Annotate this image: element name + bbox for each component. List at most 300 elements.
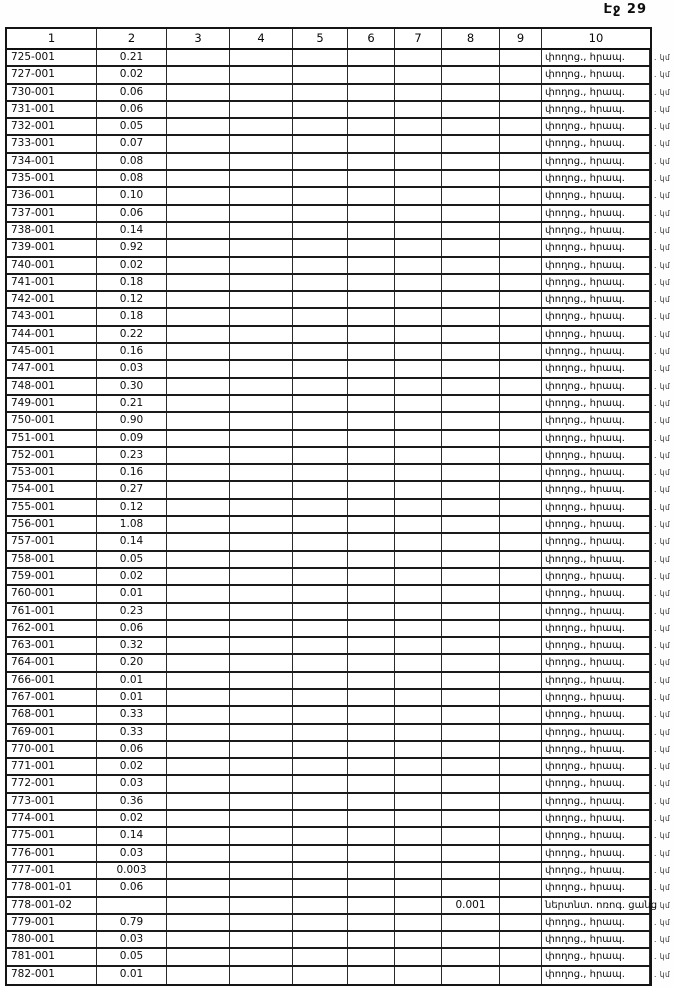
- table-row: [7, 534, 671, 551]
- note-cell: փողոց., հրապ.: [542, 465, 650, 480]
- margin-note: . կմ: [654, 710, 671, 720]
- empty-cell: [348, 85, 395, 100]
- value-cell: 0.32: [97, 638, 167, 653]
- empty-cell: [230, 396, 293, 411]
- value-cell: 0.14: [97, 534, 167, 549]
- empty-cell: [348, 119, 395, 134]
- empty-cell: [230, 794, 293, 809]
- margin-note: . կմ: [654, 485, 671, 495]
- table-row: [7, 846, 671, 863]
- value-cell: 0.21: [97, 50, 167, 65]
- empty-cell: [167, 67, 230, 82]
- col8-value-cell: [442, 949, 500, 964]
- empty-cell: [230, 361, 293, 376]
- note-cell: փողոց., հրապ.: [542, 67, 650, 82]
- empty-cell: [500, 465, 542, 480]
- empty-cell: [167, 240, 230, 255]
- empty-cell: [230, 707, 293, 722]
- empty-cell: [348, 188, 395, 203]
- row-id-cell: 738-001: [7, 223, 97, 238]
- value-cell: 0.18: [97, 275, 167, 290]
- value-cell: 0.06: [97, 621, 167, 636]
- value-cell: 0.02: [97, 811, 167, 826]
- empty-cell: [293, 828, 348, 843]
- value-cell: [97, 898, 167, 913]
- empty-cell: [293, 863, 348, 878]
- empty-cell: [167, 223, 230, 238]
- row-id-cell: 766-001: [7, 673, 97, 688]
- empty-cell: [230, 776, 293, 791]
- table-row: [7, 759, 671, 776]
- row-id-cell: 774-001: [7, 811, 97, 826]
- table-header-row: [7, 29, 650, 50]
- empty-cell: [500, 742, 542, 757]
- row-id-cell: 773-001: [7, 794, 97, 809]
- empty-cell: [293, 725, 348, 740]
- empty-cell: [500, 967, 542, 984]
- row-id-cell: 735-001: [7, 171, 97, 186]
- empty-cell: [167, 932, 230, 947]
- margin-note: . կմ: [654, 364, 671, 374]
- table-row: [7, 85, 671, 102]
- col8-value-cell: [442, 188, 500, 203]
- row-id-cell: 780-001: [7, 932, 97, 947]
- margin-note: . կմ: [654, 831, 671, 841]
- empty-cell: [293, 500, 348, 515]
- empty-cell: [395, 344, 442, 359]
- empty-cell: [500, 517, 542, 532]
- row-id-cell: 769-001: [7, 725, 97, 740]
- margin-note: . կմ: [654, 865, 671, 875]
- row-id-cell: 779-001: [7, 915, 97, 930]
- value-cell: 0.90: [97, 413, 167, 428]
- col8-value-cell: [442, 586, 500, 601]
- table-row: [7, 880, 671, 897]
- row-id-cell: 768-001: [7, 707, 97, 722]
- value-cell: 0.06: [97, 102, 167, 117]
- empty-cell: [395, 932, 442, 947]
- col8-value-cell: [442, 846, 500, 861]
- col8-value-cell: [442, 828, 500, 843]
- empty-cell: [348, 292, 395, 307]
- empty-cell: [500, 206, 542, 221]
- empty-cell: [167, 655, 230, 670]
- empty-cell: [230, 240, 293, 255]
- margin-note: . կմ: [654, 796, 671, 806]
- table-row: [7, 776, 671, 793]
- empty-cell: [395, 655, 442, 670]
- empty-cell: [167, 569, 230, 584]
- empty-cell: [293, 759, 348, 774]
- empty-cell: [293, 794, 348, 809]
- empty-cell: [293, 67, 348, 82]
- margin-note: . կմ: [654, 502, 671, 512]
- table-row: [7, 327, 671, 344]
- empty-cell: [293, 655, 348, 670]
- empty-cell: [348, 604, 395, 619]
- margin-note: . կմ: [654, 87, 671, 97]
- empty-cell: [293, 206, 348, 221]
- empty-cell: [348, 50, 395, 65]
- empty-cell: [500, 638, 542, 653]
- col8-value-cell: [442, 102, 500, 117]
- empty-cell: [500, 413, 542, 428]
- table-row: [7, 136, 671, 153]
- empty-cell: [348, 828, 395, 843]
- row-id-cell: 740-001: [7, 258, 97, 273]
- empty-cell: [167, 465, 230, 480]
- col8-value-cell: [442, 413, 500, 428]
- col8-value-cell: [442, 223, 500, 238]
- note-cell: փողոց., հրապ.: [542, 517, 650, 532]
- empty-cell: [348, 482, 395, 497]
- value-cell: 1.08: [97, 517, 167, 532]
- empty-cell: [167, 119, 230, 134]
- empty-cell: [348, 517, 395, 532]
- empty-cell: [230, 655, 293, 670]
- note-cell: փողոց., հրապ.: [542, 742, 650, 757]
- empty-cell: [230, 932, 293, 947]
- empty-cell: [293, 275, 348, 290]
- value-cell: 0.03: [97, 361, 167, 376]
- column-header-3: 3: [167, 29, 230, 48]
- empty-cell: [230, 171, 293, 186]
- empty-cell: [500, 604, 542, 619]
- note-cell: փողոց., հրապ.: [542, 655, 650, 670]
- table-row: [7, 309, 671, 326]
- row-id-cell: 762-001: [7, 621, 97, 636]
- empty-cell: [230, 967, 293, 984]
- col8-value-cell: [442, 292, 500, 307]
- row-id-cell: 770-001: [7, 742, 97, 757]
- empty-cell: [230, 327, 293, 342]
- empty-cell: [500, 292, 542, 307]
- row-id-cell: 782-001: [7, 967, 97, 984]
- empty-cell: [167, 811, 230, 826]
- empty-cell: [230, 413, 293, 428]
- empty-cell: [293, 431, 348, 446]
- empty-cell: [500, 725, 542, 740]
- empty-cell: [500, 534, 542, 549]
- margin-note: . կմ: [654, 814, 671, 824]
- empty-cell: [500, 707, 542, 722]
- empty-cell: [395, 967, 442, 984]
- empty-cell: [348, 275, 395, 290]
- row-id-cell: 778-001-01: [7, 880, 97, 895]
- empty-cell: [500, 811, 542, 826]
- empty-cell: [230, 119, 293, 134]
- value-cell: 0.36: [97, 794, 167, 809]
- empty-cell: [293, 223, 348, 238]
- row-id-cell: 775-001: [7, 828, 97, 843]
- empty-cell: [230, 863, 293, 878]
- empty-cell: [230, 949, 293, 964]
- row-id-cell: 757-001: [7, 534, 97, 549]
- value-cell: 0.003: [97, 863, 167, 878]
- empty-cell: [167, 448, 230, 463]
- value-cell: 0.21: [97, 396, 167, 411]
- row-id-cell: 755-001: [7, 500, 97, 515]
- margin-note: . կմ: [654, 208, 671, 218]
- column-header-4: 4: [230, 29, 293, 48]
- empty-cell: [167, 361, 230, 376]
- col8-value-cell: [442, 932, 500, 947]
- empty-cell: [167, 102, 230, 117]
- empty-cell: [500, 569, 542, 584]
- empty-cell: [500, 396, 542, 411]
- empty-cell: [167, 413, 230, 428]
- empty-cell: [167, 379, 230, 394]
- empty-cell: [230, 517, 293, 532]
- table-row: [7, 154, 671, 171]
- value-cell: 0.12: [97, 500, 167, 515]
- empty-cell: [167, 742, 230, 757]
- empty-cell: [395, 707, 442, 722]
- margin-note: . կմ: [654, 53, 671, 62]
- empty-cell: [293, 327, 348, 342]
- empty-cell: [348, 361, 395, 376]
- empty-cell: [395, 258, 442, 273]
- empty-cell: [395, 586, 442, 601]
- note-cell: փողոց., հրապ.: [542, 171, 650, 186]
- row-id-cell: 747-001: [7, 361, 97, 376]
- col8-value-cell: [442, 500, 500, 515]
- col8-value-cell: [442, 621, 500, 636]
- col8-value-cell: [442, 136, 500, 151]
- col8-value-cell: [442, 431, 500, 446]
- empty-cell: [500, 586, 542, 601]
- table-row: [7, 448, 671, 465]
- table-row: [7, 396, 671, 413]
- margin-note: . կմ: [654, 347, 671, 357]
- note-cell: փողոց., հրապ.: [542, 206, 650, 221]
- col8-value-cell: [442, 327, 500, 342]
- empty-cell: [500, 309, 542, 324]
- note-cell: փողոց., հրապ.: [542, 586, 650, 601]
- empty-cell: [395, 431, 442, 446]
- empty-cell: [500, 915, 542, 930]
- empty-cell: [293, 880, 348, 895]
- empty-cell: [293, 258, 348, 273]
- note-cell: փողոց., հրապ.: [542, 85, 650, 100]
- empty-cell: [230, 673, 293, 688]
- margin-note: . կմ: [654, 191, 671, 201]
- margin-note: . կմ: [654, 104, 671, 114]
- empty-cell: [348, 431, 395, 446]
- margin-note: . կմ: [654, 727, 671, 737]
- value-cell: 0.33: [97, 707, 167, 722]
- empty-cell: [293, 154, 348, 169]
- row-id-cell: 732-001: [7, 119, 97, 134]
- empty-cell: [293, 517, 348, 532]
- empty-cell: [167, 136, 230, 151]
- empty-cell: [500, 448, 542, 463]
- empty-cell: [348, 102, 395, 117]
- empty-cell: [293, 102, 348, 117]
- margin-note: . կմ: [654, 295, 671, 305]
- table-row: [7, 500, 671, 517]
- empty-cell: [167, 880, 230, 895]
- margin-note: . կմ: [654, 969, 671, 979]
- empty-cell: [230, 690, 293, 705]
- margin-note: . կմ: [654, 381, 671, 391]
- empty-cell: [167, 552, 230, 567]
- column-header-1: 1: [7, 29, 97, 48]
- table-row: [7, 811, 671, 828]
- empty-cell: [167, 586, 230, 601]
- empty-cell: [167, 898, 230, 913]
- row-id-cell: 764-001: [7, 655, 97, 670]
- value-cell: 0.03: [97, 846, 167, 861]
- empty-cell: [167, 846, 230, 861]
- empty-cell: [230, 379, 293, 394]
- row-id-cell: 756-001: [7, 517, 97, 532]
- ledger-table: [5, 27, 671, 986]
- empty-cell: [230, 67, 293, 82]
- empty-cell: [348, 690, 395, 705]
- note-cell: փողոց., հրապ.: [542, 794, 650, 809]
- margin-note: . կմ: [654, 779, 671, 789]
- empty-cell: [230, 604, 293, 619]
- empty-cell: [395, 552, 442, 567]
- margin-note: . կմ: [654, 554, 671, 564]
- row-id-cell: 733-001: [7, 136, 97, 151]
- value-cell: 0.14: [97, 828, 167, 843]
- empty-cell: [293, 413, 348, 428]
- margin-note: . կմ: [654, 312, 671, 322]
- empty-cell: [500, 776, 542, 791]
- table-row: [7, 223, 671, 240]
- empty-cell: [500, 828, 542, 843]
- table-row: [7, 586, 671, 603]
- margin-note: . կմ: [654, 433, 671, 443]
- margin-note: . կմ: [654, 260, 671, 270]
- empty-cell: [500, 379, 542, 394]
- row-id-cell: 734-001: [7, 154, 97, 169]
- col8-value-cell: [442, 776, 500, 791]
- empty-cell: [167, 967, 230, 984]
- empty-cell: [500, 50, 542, 65]
- col8-value-cell: [442, 673, 500, 688]
- col8-value-cell: [442, 759, 500, 774]
- table-row: [7, 621, 671, 638]
- empty-cell: [293, 707, 348, 722]
- empty-cell: [167, 949, 230, 964]
- value-cell: 0.02: [97, 759, 167, 774]
- empty-cell: [348, 500, 395, 515]
- note-cell: փողոց., հրապ.: [542, 344, 650, 359]
- row-id-cell: 748-001: [7, 379, 97, 394]
- empty-cell: [167, 206, 230, 221]
- empty-cell: [395, 569, 442, 584]
- value-cell: 0.06: [97, 880, 167, 895]
- empty-cell: [167, 794, 230, 809]
- empty-cell: [293, 344, 348, 359]
- table-row: [7, 690, 671, 707]
- empty-cell: [395, 465, 442, 480]
- note-cell: փողոց., հրապ.: [542, 188, 650, 203]
- empty-cell: [230, 50, 293, 65]
- empty-cell: [500, 171, 542, 186]
- empty-cell: [230, 898, 293, 913]
- empty-cell: [293, 811, 348, 826]
- empty-cell: [167, 534, 230, 549]
- note-cell: փողոց., հրապ.: [542, 863, 650, 878]
- table-row: [7, 794, 671, 811]
- empty-cell: [293, 50, 348, 65]
- row-id-cell: 760-001: [7, 586, 97, 601]
- empty-cell: [167, 50, 230, 65]
- col8-value-cell: [442, 67, 500, 82]
- table-row: [7, 431, 671, 448]
- empty-cell: [230, 309, 293, 324]
- empty-cell: [348, 673, 395, 688]
- empty-cell: [348, 880, 395, 895]
- value-cell: 0.16: [97, 344, 167, 359]
- empty-cell: [395, 379, 442, 394]
- empty-cell: [230, 846, 293, 861]
- empty-cell: [348, 949, 395, 964]
- table-row: [7, 50, 671, 67]
- table-row: [7, 258, 671, 275]
- margin-note: . կմ: [654, 883, 671, 893]
- margin-note: . կմ: [654, 468, 671, 478]
- empty-cell: [230, 534, 293, 549]
- empty-cell: [395, 690, 442, 705]
- empty-cell: [395, 102, 442, 117]
- empty-cell: [348, 465, 395, 480]
- margin-note: . կմ: [654, 952, 671, 962]
- empty-cell: [500, 344, 542, 359]
- empty-cell: [230, 811, 293, 826]
- empty-cell: [348, 379, 395, 394]
- empty-cell: [348, 898, 395, 913]
- col8-value-cell: [442, 811, 500, 826]
- empty-cell: [395, 742, 442, 757]
- row-id-cell: 767-001: [7, 690, 97, 705]
- value-cell: 0.22: [97, 327, 167, 342]
- value-cell: 0.06: [97, 85, 167, 100]
- value-cell: 0.02: [97, 67, 167, 82]
- col8-value-cell: [442, 569, 500, 584]
- table-row: [7, 932, 671, 949]
- empty-cell: [500, 67, 542, 82]
- row-id-cell: 763-001: [7, 638, 97, 653]
- empty-cell: [395, 482, 442, 497]
- col8-value-cell: [442, 742, 500, 757]
- column-header-5: 5: [293, 29, 348, 48]
- empty-cell: [348, 707, 395, 722]
- empty-cell: [230, 448, 293, 463]
- empty-cell: [348, 67, 395, 82]
- note-cell: փողոց., հրապ.: [542, 604, 650, 619]
- value-cell: 0.14: [97, 223, 167, 238]
- col8-value-cell: [442, 604, 500, 619]
- table-row: [7, 465, 671, 482]
- col8-value-cell: [442, 863, 500, 878]
- empty-cell: [500, 223, 542, 238]
- table-row: [7, 604, 671, 621]
- col8-value-cell: [442, 794, 500, 809]
- empty-cell: [293, 379, 348, 394]
- table-row: [7, 898, 671, 915]
- table-row: [7, 102, 671, 119]
- empty-cell: [167, 327, 230, 342]
- empty-cell: [395, 846, 442, 861]
- empty-cell: [167, 258, 230, 273]
- empty-cell: [500, 361, 542, 376]
- note-cell: փողոց., հրապ.: [542, 223, 650, 238]
